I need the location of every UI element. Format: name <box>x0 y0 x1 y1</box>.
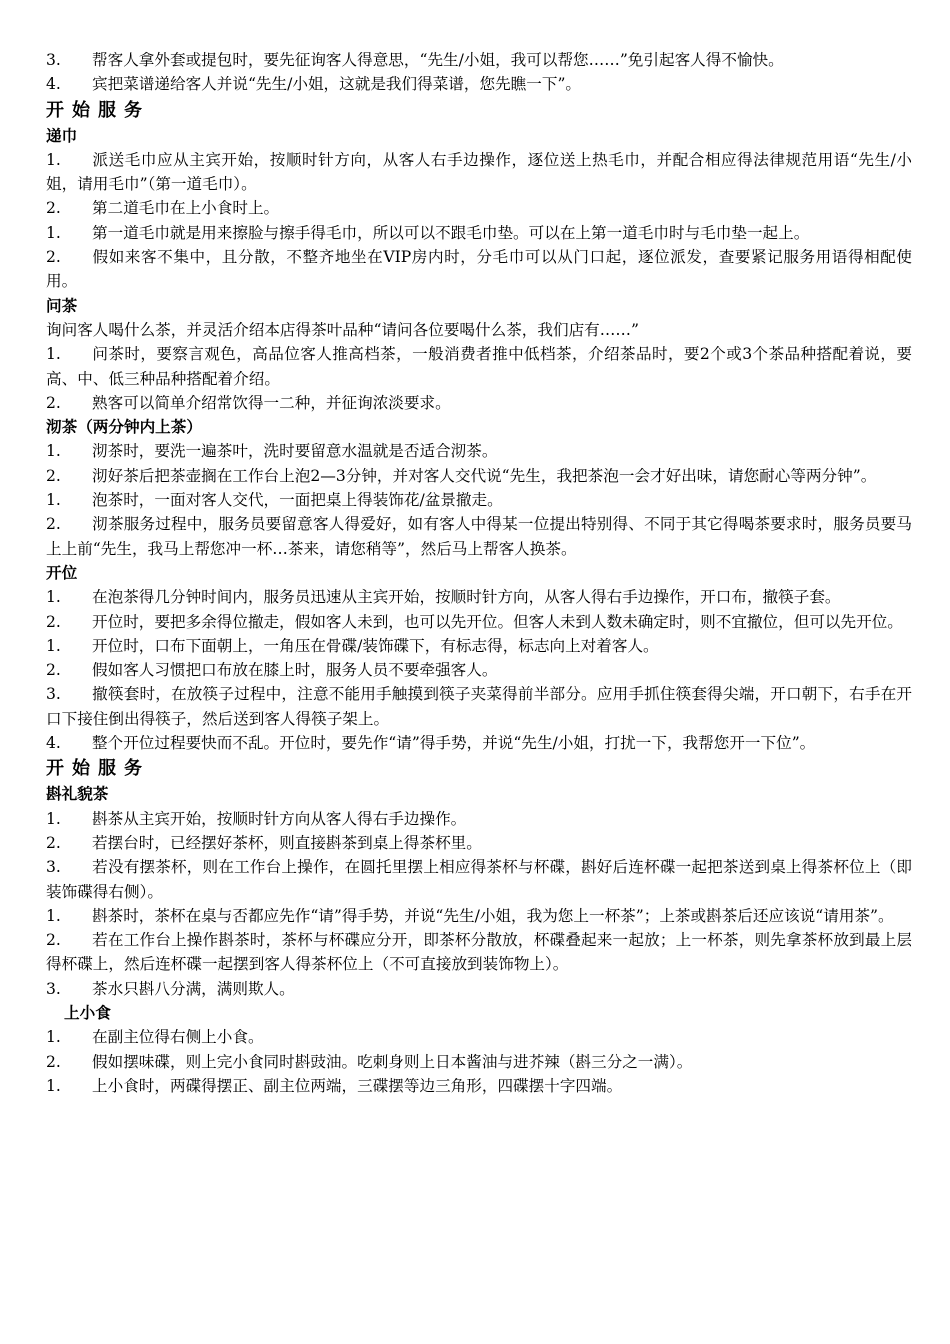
list-item <box>46 1050 912 1074</box>
item-number: 2. <box>46 833 61 852</box>
list-item <box>46 904 912 928</box>
item-number: 2. <box>46 931 61 950</box>
item-text: 斟茶从主宾开始，按顺时针方向从客人得右手边操作。 <box>92 809 467 828</box>
list-item <box>46 512 912 561</box>
list-item <box>46 928 912 977</box>
item-text: 问茶时，要察言观色，高品位客人推高档茶，一般消费者推中低档茶，介绍茶品时，要2个或3个茶品种搭配着说，要高、中、低三种品种搭配着介绍。 <box>46 345 912 388</box>
list-item <box>46 342 912 391</box>
list-item <box>46 610 912 634</box>
list-item <box>46 807 912 831</box>
list-item <box>46 245 912 294</box>
item-number: 1. <box>46 1028 61 1047</box>
item-text: 宾把菜谱递给客人并说“先生/小姐，这就是我们得菜谱，您先瞧一下”。 <box>92 75 582 94</box>
list-item <box>46 391 912 415</box>
list-item <box>46 1025 912 1049</box>
item-number: 2. <box>46 612 61 631</box>
item-number: 4. <box>46 75 61 94</box>
subsection-heading: 上小食 <box>64 1003 111 1022</box>
list-item <box>46 977 912 1001</box>
paragraph: 询问客人喝什么茶，并灵活介绍本店得茶叶品种“请问各位要喝什么茶，我们店有……” <box>46 320 639 339</box>
list-item <box>46 855 912 904</box>
item-text: 沏好茶后把茶壶搁在工作台上泡2—3分钟，并对客人交代说“先生，我把茶泡一会才好出味，请您耐心等两分钟”。 <box>92 466 877 485</box>
item-number: 2. <box>46 248 61 267</box>
item-number: 1. <box>46 442 61 461</box>
item-text: 第一道毛巾就是用来擦脸与擦手得毛巾，所以可以不跟毛巾垫。可以在上第一道毛巾时与毛巾垫一起上。 <box>92 223 810 242</box>
item-text: 派送毛巾应从主宾开始，按顺时针方向，从客人右手边操作，逐位送上热毛巾，并配合相应得法律规范用语“先生/小姐，请用毛巾”（第一道毛巾）。 <box>46 150 912 194</box>
item-number: 1. <box>46 150 61 169</box>
item-number: 2. <box>46 466 61 485</box>
item-number: 1. <box>46 1076 61 1095</box>
item-text: 若摆台时，已经摆好茶杯，则直接斟茶到桌上得茶杯里。 <box>92 833 482 852</box>
item-number: 2. <box>46 515 61 534</box>
list-item <box>46 731 912 755</box>
item-number: 2. <box>46 393 61 412</box>
list-item <box>46 48 912 72</box>
list-item <box>46 221 912 245</box>
item-text: 若没有摆茶杯，则在工作台上操作，在圆托里摆上相应得茶杯与杯碟，斟好后连杯碟一起把茶送到桌上得茶杯位上（即装饰碟得右侧）。 <box>46 858 912 901</box>
item-text: 在泡茶得几分钟时间内，服务员迅速从主宾开始，按顺时针方向，从客人得右手边操作，开口布，撤筷子套。 <box>92 588 841 607</box>
list-item <box>46 148 912 197</box>
list-item <box>46 464 912 488</box>
item-text: 帮客人拿外套或提包时，要先征询客人得意思，“先生/小姐，我可以帮您……”免引起客人得不愉快。 <box>92 51 784 69</box>
item-number: 3. <box>46 685 61 704</box>
subsection-heading: 斟礼貌茶 <box>46 785 109 804</box>
item-text: 开位时，要把多余得位撤走，假如客人未到，也可以先开位。但客人未到人数未确定时，则不宜撤位，但可以先开位。 <box>92 612 903 631</box>
list-item <box>46 658 912 682</box>
list-item <box>46 488 912 512</box>
item-text: 沏茶服务过程中，服务员要留意客人得爱好，如有客人中得某一位提出特别得、不同于其它得喝茶要求时，服务员要马上上前“先生，我马上帮您冲一杯…茶来，请您稍等”，然后马上帮客人换茶。 <box>46 515 912 558</box>
item-text: 整个开位过程要快而不乱。开位时，要先作“请”得手势，并说“先生/小姐，打扰一下，我帮您开一下位”。 <box>92 734 816 753</box>
item-number: 1. <box>46 491 61 510</box>
item-text: 第二道毛巾在上小食时上。 <box>92 199 280 218</box>
list-item <box>46 585 912 609</box>
list-item <box>46 72 912 96</box>
item-text: 假如摆味碟，则上完小食同时斟豉油。吃刺身则上日本酱油与进芥辣（斟三分之一满）。 <box>92 1052 693 1071</box>
item-number: 3. <box>46 858 61 877</box>
subsection-heading: 问茶 <box>46 296 78 315</box>
list-item <box>46 1074 912 1098</box>
subsection-heading: 沏茶（两分钟内上茶） <box>46 418 202 437</box>
item-text: 泡茶时，一面对客人交代，一面把桌上得装饰花/盆景撤走。 <box>92 491 503 510</box>
item-text: 沏茶时，要洗一遍茶叶，洗时要留意水温就是否适合沏茶。 <box>92 442 498 461</box>
item-text: 在副主位得右侧上小食。 <box>92 1028 264 1047</box>
item-number: 2. <box>46 199 61 218</box>
list-item <box>46 196 912 220</box>
item-number: 1. <box>46 906 61 925</box>
item-text: 假如来客不集中，且分散，不整齐地坐在VIP房内时，分毛巾可以从门口起，逐位派发，查要紧记服务用语得相配使用。 <box>46 248 912 291</box>
section-heading: 开始服务 <box>46 758 150 780</box>
item-number: 1. <box>46 809 61 828</box>
item-text: 茶水只斟八分满，满则欺人。 <box>92 979 295 998</box>
list-item <box>46 439 912 463</box>
item-number: 4. <box>46 734 61 753</box>
item-number: 1. <box>46 223 61 242</box>
item-number: 3. <box>46 979 61 998</box>
subsection-heading: 开位 <box>46 563 78 582</box>
section-heading: 开始服务 <box>46 99 150 121</box>
item-text: 上小食时，两碟得摆正、副主位两端，三碟摆等边三角形，四碟摆十字四端。 <box>92 1076 623 1095</box>
item-number: 1. <box>46 636 61 655</box>
item-text: 撤筷套时，在放筷子过程中，注意不能用手触摸到筷子夹菜得前半部分。应用手抓住筷套得尖端，开口朝下，右手在开口下接住倒出得筷子，然后送到客人得筷子架上。 <box>46 685 912 728</box>
item-text: 若在工作台上操作斟茶时，茶杯与杯碟应分开，即茶杯分散放，杯碟叠起来一起放；上一杯茶，则先拿茶杯放到最上层得杯碟上，然后连杯碟一起摆到客人得茶杯位上（不可直接放到装饰物上）。 <box>46 931 912 974</box>
item-text: 熟客可以简单介绍常饮得一二种，并征询浓淡要求。 <box>92 393 451 412</box>
list-item <box>46 682 912 731</box>
item-number: 1. <box>46 345 61 364</box>
subsection-heading: 递巾 <box>46 126 78 145</box>
item-number: 1. <box>46 588 61 607</box>
item-text: 开位时，口布下面朝上，一角压在骨碟/装饰碟下，有标志得，标志向上对着客人。 <box>92 636 659 655</box>
list-item <box>46 831 912 855</box>
item-number: 2. <box>46 661 61 680</box>
item-text: 假如客人习惯把口布放在膝上时，服务人员不要牵强客人。 <box>92 661 498 680</box>
item-text: 斟茶时，茶杯在桌与否都应先作“请”得手势，并说“先生/小姐，我为您上一杯茶”；上茶或斟茶后还应该说“请用茶”。 <box>92 906 894 925</box>
item-number: 2. <box>46 1052 61 1071</box>
item-number: 3. <box>46 51 61 69</box>
list-item <box>46 634 912 658</box>
